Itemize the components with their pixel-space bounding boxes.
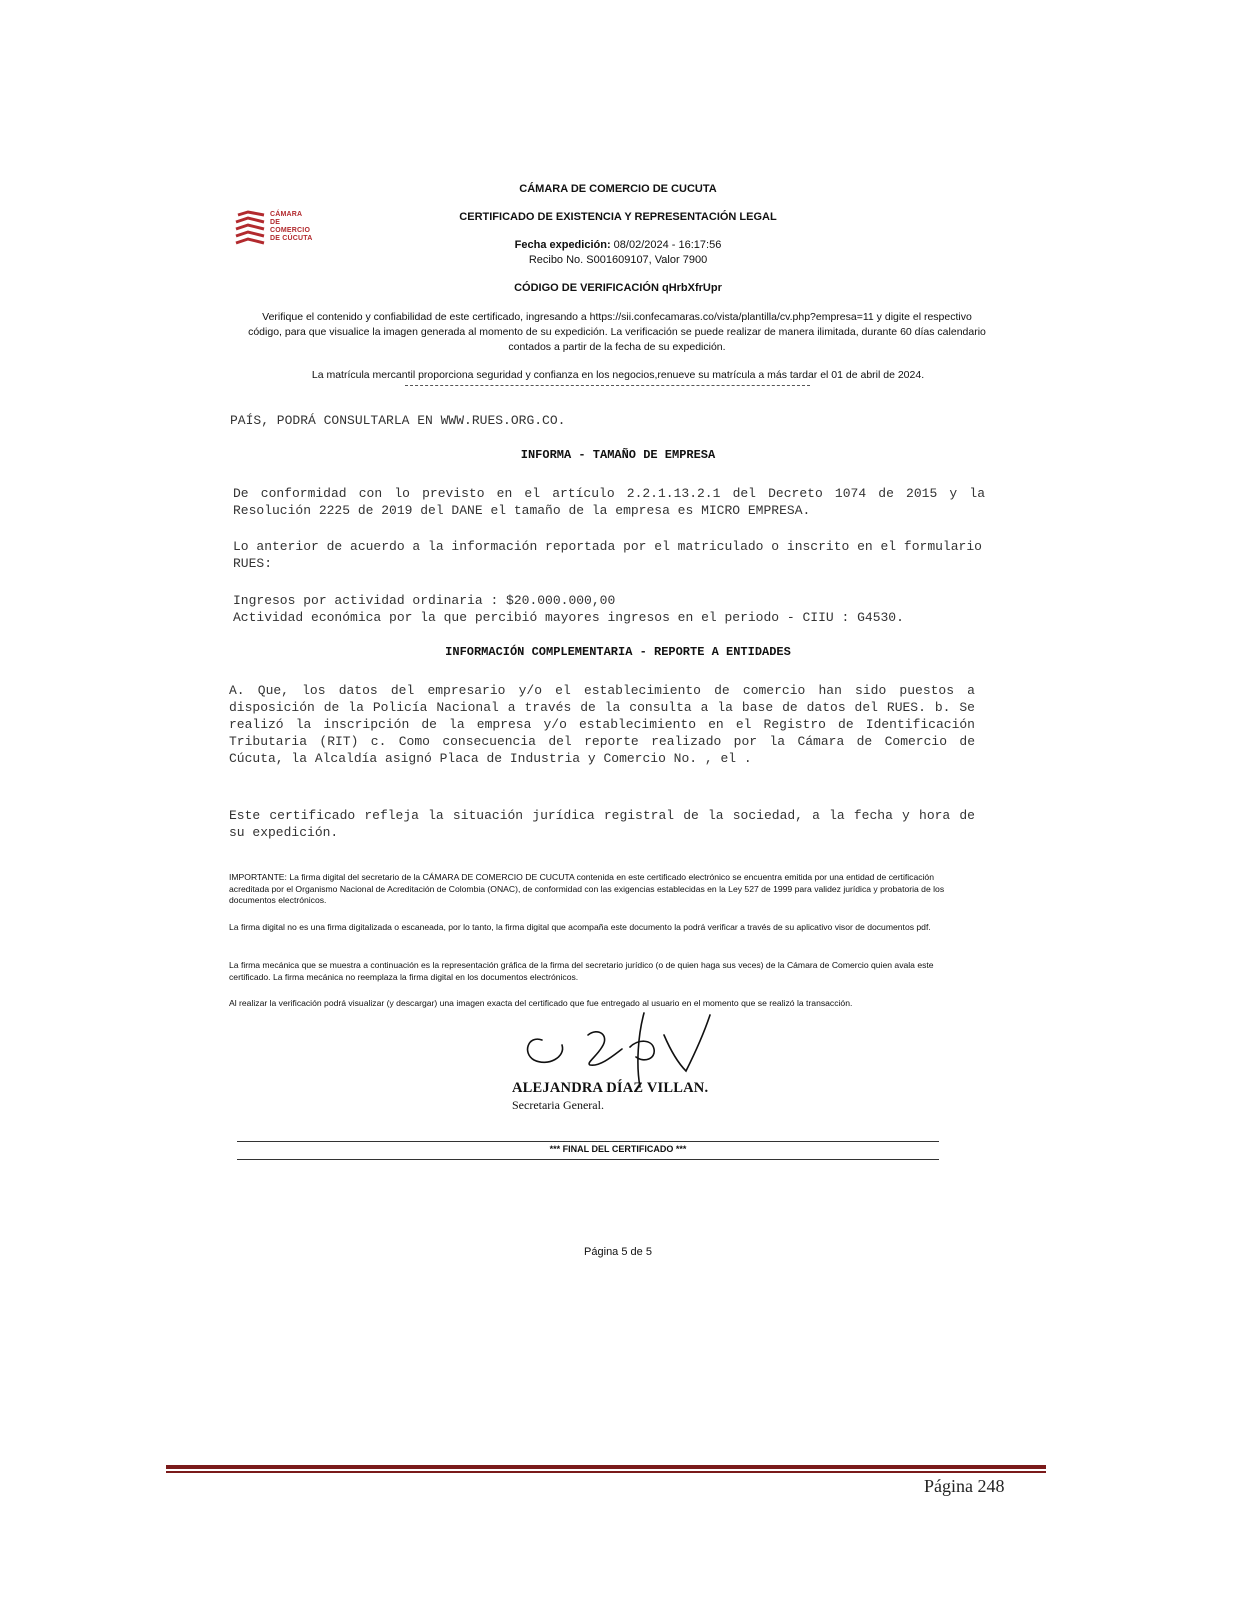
activity-line: Actividad económica por la que percibió mayores ingresos en el periodo - CIIU : G4530. bbox=[233, 610, 904, 625]
document-page-number: Página 248 bbox=[924, 1476, 1005, 1496]
closing-paragraph: Este certificado refleja la situación jurídica registral de la sociedad, a la fecha y hora de su expedición. bbox=[229, 808, 975, 840]
logo-line-2: COMERCIO bbox=[270, 227, 311, 234]
signer-name: ALEJANDRA DÍAZ VILLAN. bbox=[512, 1080, 709, 1096]
important-note: IMPORTANTE: La firma digital del secretario de la CÁMARA DE COMERCIO DE CUCUTA contenida en este certificado electrónico se encuentra emitida por una entidad de certificación acreditada por el Organismo Nacional de Acreditación de Colombia (ONAC), de conformidad con las exigencias establecidas en la Ley 527 de 1999 para validez jurídica y probatoria de los documentos electrónicos. bbox=[229, 872, 945, 905]
logo-line-1: CÁMARA DE bbox=[270, 211, 303, 226]
digital-signature-note: La firma digital no es una firma digitalizada o escaneada, por lo tanto, la firma digital que acompaña este documento la podrá verificar a través de su aplicativo visor de documentos pdf. bbox=[229, 922, 931, 932]
rues-notice: PAÍS, PODRÁ CONSULTARLA EN WWW.RUES.ORG.CO. bbox=[230, 413, 566, 428]
dashed-divider bbox=[405, 385, 810, 386]
issue-date-value: 08/02/2024 - 16:17:56 bbox=[610, 239, 722, 251]
verification-instructions: Verifique el contenido y confiabilidad de este certificado, ingresando a https://sii.confecamaras.co/vista/plantilla/cv.php?empresa=11 y digite el respectivo código, para que visualice la imagen generada al momento de su expedición. La verificación se puede realizar de manera ilimitada, durante 60 días calendario contados a partir de la fecha de su expedición. bbox=[248, 311, 986, 353]
income-line: Ingresos por actividad ordinaria : $20.000.000,00 bbox=[233, 593, 616, 608]
mechanical-signature-note: La firma mecánica que se muestra a continuación es la representación gráfica de la firma del secretario jurídico (o de quien haga sus veces) de la Cámara de Comercio quien avala este certificado. La firma mecánica no reemplaza la firma digital en los documentos electrónicos. bbox=[229, 960, 934, 982]
report-paragraph: A. Que, los datos del empresario y/o el establecimiento de comercio han sido puestos a disposición de la Policía Nacional a través de la consulta a la base de datos del RUES. b. Se realizó la inscripción de la empresa y/o establecimiento en el Registro de Identificación Tributaria (RIT) c. Como consecuencia del reporte realizado por la Cámara de Comercio de Cúcuta, la Alcaldía asignó Placa de Industria y Comercio No. , el . bbox=[229, 683, 975, 766]
verification-note: Al realizar la verificación podrá visualizar (y descargar) una imagen exacta del certificado que fue entregado al usuario en el momento que se realizó la transacción. bbox=[229, 998, 853, 1008]
certificate-title: CERTIFICADO DE EXISTENCIA Y REPRESENTACIÓN LEGAL bbox=[459, 211, 777, 223]
rues-form-paragraph: Lo anterior de acuerdo a la información reportada por el matriculado o inscrito en el formulario RUES: bbox=[233, 539, 982, 571]
end-of-certificate: *** FINAL DEL CERTIFICADO *** bbox=[549, 1144, 687, 1154]
verification-code: CÓDIGO DE VERIFICACIÓN qHrbXfrUpr bbox=[514, 282, 722, 294]
section-heading-complementary: INFORMACIÓN COMPLEMENTARIA - REPORTE A ENTIDADES bbox=[445, 645, 791, 659]
issue-date-label: Fecha expedición: bbox=[514, 239, 611, 251]
signer-role: Secretaria General. bbox=[512, 1098, 604, 1112]
footer-bar-thin bbox=[166, 1471, 1046, 1473]
footer-bar bbox=[166, 1465, 1046, 1469]
chamber-title: CÁMARA DE COMERCIO DE CUCUTA bbox=[519, 183, 717, 195]
receipt-number: Recibo No. S001609107, Valor 7900 bbox=[528, 254, 708, 266]
renewal-notice: La matrícula mercantil proporciona seguridad y confianza en los negocios,renueve su matrícula a más tardar el 01 de abril de 2024. bbox=[311, 369, 925, 381]
top-rule bbox=[237, 1141, 939, 1142]
issue-date bbox=[0, 239, 1236, 251]
size-paragraph: De conformidad con lo previsto en el artículo 2.2.1.13.2.1 del Decreto 1074 de 2015 y la Resolución 2225 de 2019 del DANE el tamaño de la empresa es MICRO EMPRESA. bbox=[233, 486, 985, 518]
bottom-rule bbox=[237, 1159, 939, 1160]
section-heading-size: INFORMA - TAMAÑO DE EMPRESA bbox=[520, 448, 716, 462]
handwritten-signature bbox=[518, 1005, 728, 1090]
logo-line-3: DE CÚCUTA bbox=[270, 235, 313, 242]
certificate-page-number: Página 5 de 5 bbox=[584, 1246, 652, 1258]
